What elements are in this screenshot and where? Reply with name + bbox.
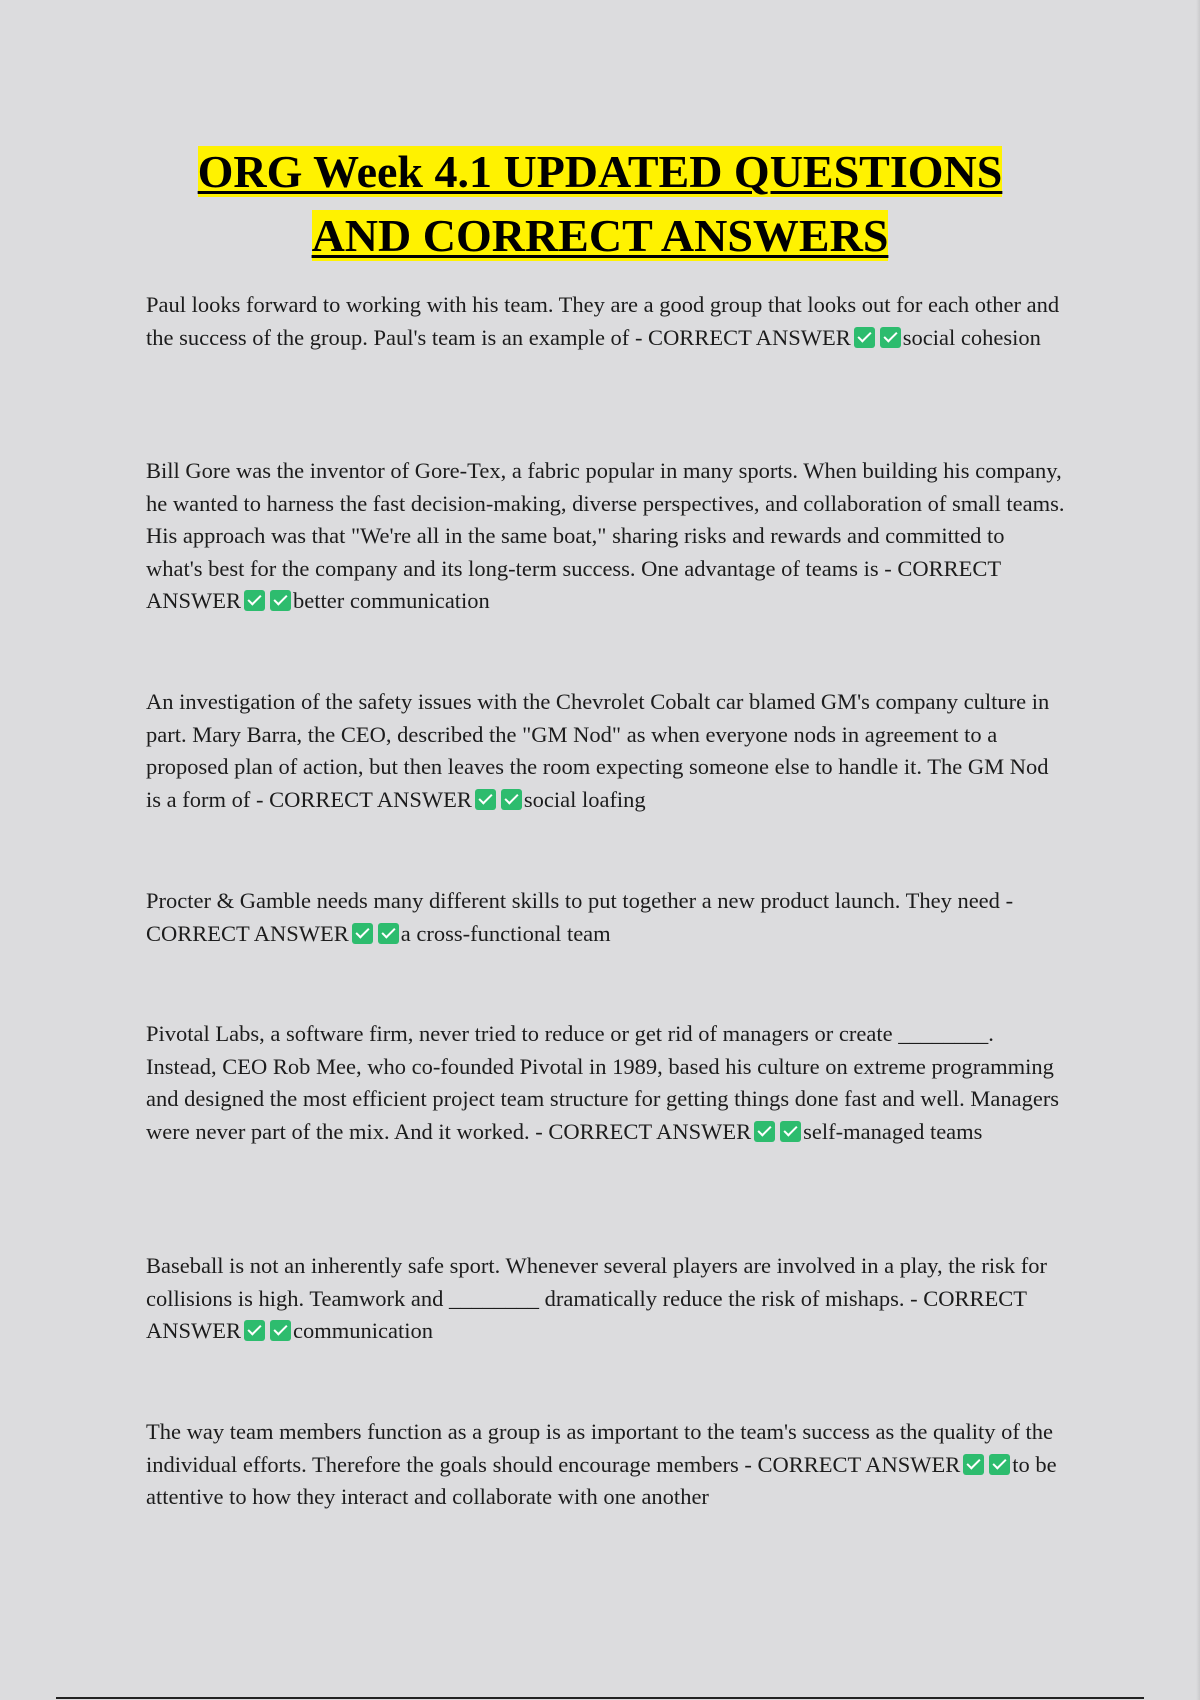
check-icon — [854, 327, 875, 348]
question-text: Pivotal Labs, a software firm, never tried to reduce or get rid of managers or create ________. Instead, CEO Rob Mee, who co-founded Pivotal in 1989, based his culture on extreme programming and designed the most efficient project team structure for getting things done fast and well. Managers were never part of the mix. And it worked. — [146, 1021, 1060, 1144]
question-text: An investigation of the safety issues with the Chevrolet Cobalt car blamed GM's company culture in part. Mary Barra, the CEO, described the "GM Nod" as when everyone nods in agreement to a proposed plan of action, but then leaves the room expecting someone else to handle it. The GM Nod is a form of — [146, 689, 1050, 812]
check-icon — [963, 1454, 984, 1475]
check-icon — [378, 923, 399, 944]
check-icon — [244, 1320, 265, 1341]
qa-item-7 — [146, 1416, 1066, 1514]
answer-marker: - CORRECT ANSWER — [744, 1451, 961, 1477]
question-text: Baseball is not an inherently safe sport. Whenever several players are involved in a play, the risk for collisions is high. Teamwork and ________ dramatically reduce the risk of mishaps. — [146, 1253, 1047, 1311]
check-icon — [880, 327, 901, 348]
page-bottom-divider — [56, 1697, 1144, 1699]
check-icon — [475, 789, 496, 810]
answer-text: better communication — [293, 588, 490, 613]
answer-marker: - CORRECT ANSWER — [634, 324, 851, 350]
check-icon — [754, 1121, 775, 1142]
question-text: Paul looks forward to working with his team. They are a good group that looks out for each other and the success of the group. Paul's team is an example of — [146, 292, 1060, 350]
answer-text: social cohesion — [902, 324, 1041, 350]
page-edge-shadow — [1196, 0, 1200, 1700]
answer-text: communication — [293, 1318, 433, 1343]
check-icon — [352, 923, 373, 944]
answer-marker: - CORRECT ANSWER — [535, 1118, 752, 1144]
check-icon — [244, 590, 265, 611]
answer-text: self-managed teams — [803, 1118, 983, 1144]
answer-marker: - CORRECT ANSWER — [146, 1285, 1027, 1343]
answer-marker: - CORRECT ANSWER — [146, 888, 1014, 946]
question-text: The way team members function as a group is as important to the team's success as the quality of the individual efforts. Therefore the goals should encourage members — [146, 1419, 1053, 1477]
check-icon — [989, 1454, 1010, 1475]
check-icon — [501, 789, 522, 810]
check-icon — [270, 1320, 291, 1341]
qa-item-6 — [146, 1250, 1066, 1348]
answer-marker: - CORRECT ANSWER — [255, 786, 472, 812]
qa-item-4 — [146, 885, 1066, 950]
answer-text: a cross-functional team — [400, 920, 611, 946]
document-title — [0, 140, 1200, 268]
answer-marker: - CORRECT ANSWER — [146, 555, 1001, 613]
qa-item-3 — [146, 686, 1066, 816]
title-line-2: AND CORRECT ANSWERS — [311, 210, 889, 261]
qa-item-2 — [146, 455, 1066, 618]
answer-text: to be attentive to how they interact and collaborate with one another — [146, 1451, 1057, 1509]
qa-item-5 — [146, 1018, 1066, 1148]
check-icon — [780, 1121, 801, 1142]
question-text: Bill Gore was the inventor of Gore-Tex, a fabric popular in many sports. When building his company, he wanted to harness the fast decision-making, diverse perspectives, and collaboration of small teams. His approach was that "We're all in the same boat," sharing risks and rewards and committed to what's best for the company and its long-term success. One advantage of teams is — [146, 458, 1065, 581]
question-text: Procter & Gamble needs many different skills to put together a new product launch. They need — [146, 888, 1000, 913]
title-line-1: ORG Week 4.1 UPDATED QUESTIONS — [197, 146, 1003, 197]
check-icon — [270, 590, 291, 611]
qa-item-1 — [146, 289, 1066, 354]
answer-text: social loafing — [523, 786, 646, 812]
